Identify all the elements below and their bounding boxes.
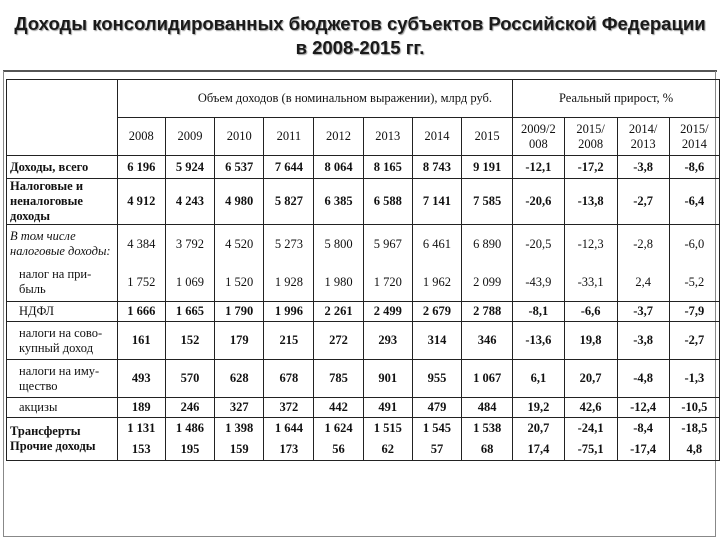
cell-value-primary: 4 520 xyxy=(225,236,254,251)
table-cell: 6 588 xyxy=(363,179,412,225)
table-cell: -10,5 xyxy=(669,398,719,418)
table-cell: 785 xyxy=(314,360,363,398)
table-cell: 20,7 xyxy=(564,360,617,398)
cell-value-secondary: 1 962 xyxy=(422,274,452,289)
cell-value-secondary: 68 xyxy=(480,442,494,456)
table-cell: -8,1 xyxy=(513,302,564,322)
table-cell: -12,4 xyxy=(617,398,669,418)
cell-value-secondary: 195 xyxy=(180,442,200,456)
table-cell: 442 xyxy=(314,398,363,418)
cell-stack xyxy=(118,418,165,460)
table-cell: -12,1 xyxy=(513,156,564,179)
cell-value-secondary: -5,2 xyxy=(684,274,705,289)
cell-value-primary: 1 398 xyxy=(225,421,254,435)
table-cell xyxy=(165,418,214,461)
cell-value-primary: 1 644 xyxy=(274,421,303,435)
cell-value-primary: -6,0 xyxy=(684,236,705,251)
table-cell: 6,1 xyxy=(513,360,564,398)
header-row-groups xyxy=(7,80,720,118)
table-cell: 628 xyxy=(215,360,264,398)
table-cell: 6 537 xyxy=(215,156,264,179)
table-cell: 246 xyxy=(165,398,214,418)
table-cell: -3,8 xyxy=(617,156,669,179)
table-cell: 2 788 xyxy=(462,302,513,322)
cell-value-primary: 20,7 xyxy=(527,421,550,435)
table-cell xyxy=(117,418,165,461)
cell-stack xyxy=(462,225,512,301)
table-cell xyxy=(617,418,669,461)
table-cell: 4 980 xyxy=(215,179,264,225)
table-cell: 215 xyxy=(264,322,314,360)
table-cell: 491 xyxy=(363,398,412,418)
table-cell xyxy=(564,225,617,302)
table-cell: 42,6 xyxy=(564,398,617,418)
cell-stack xyxy=(118,225,165,301)
table-cell xyxy=(412,418,461,461)
table-row xyxy=(7,156,720,179)
cell-value-primary: 5 967 xyxy=(373,236,402,251)
table-cell: 8 165 xyxy=(363,156,412,179)
cell-value-secondary: 2,4 xyxy=(635,274,651,289)
table-cell: 8 064 xyxy=(314,156,363,179)
table-cell: 5 924 xyxy=(165,156,214,179)
cell-value-secondary: -43,9 xyxy=(525,274,552,289)
table-cell xyxy=(363,225,412,302)
column-header: 2015 xyxy=(462,118,513,156)
cell-value-secondary: -75,1 xyxy=(577,442,604,456)
cell-value-secondary: 173 xyxy=(279,442,299,456)
cell-value-secondary: -17,4 xyxy=(630,442,657,456)
table-cell: -3,7 xyxy=(617,302,669,322)
table-cell xyxy=(617,225,669,302)
table-cell: -17,2 xyxy=(564,156,617,179)
cell-value-secondary: 17,4 xyxy=(527,442,550,456)
table-cell: 346 xyxy=(462,322,513,360)
table-cell: -13,6 xyxy=(513,322,564,360)
table-cell xyxy=(314,225,363,302)
table-cell: 4 243 xyxy=(165,179,214,225)
cell-value-primary: -12,3 xyxy=(577,236,604,251)
cell-value-secondary: 159 xyxy=(229,442,249,456)
table-cell: 6 196 xyxy=(117,156,165,179)
table-cell: 5 827 xyxy=(264,179,314,225)
cell-stack xyxy=(413,418,461,460)
table-cell: 1 067 xyxy=(462,360,513,398)
cell-value-secondary: 1 520 xyxy=(225,274,254,289)
row-label xyxy=(7,418,118,461)
cell-value-primary: -20,5 xyxy=(525,236,552,251)
cell-value-secondary: 1 069 xyxy=(175,274,205,289)
cell-value-primary: -8,4 xyxy=(633,421,654,435)
table-cell: 272 xyxy=(314,322,363,360)
table-cell: 901 xyxy=(363,360,412,398)
table-cell: 570 xyxy=(165,360,214,398)
table-cell: 327 xyxy=(215,398,264,418)
row-label-stack xyxy=(10,424,117,454)
table-cell: 4 912 xyxy=(117,179,165,225)
table-cell: 8 743 xyxy=(412,156,461,179)
cell-stack xyxy=(264,418,313,460)
cell-value-primary: -2,8 xyxy=(633,236,654,251)
cell-value-primary: -24,1 xyxy=(577,421,604,435)
cell-value-secondary: 1 720 xyxy=(373,274,402,289)
column-header: 2010 xyxy=(215,118,264,156)
table-cell: -6,4 xyxy=(669,179,719,225)
table-cell xyxy=(363,418,412,461)
row-label-secondary: Прочие доходы xyxy=(10,439,96,453)
table-cell: 7 141 xyxy=(412,179,461,225)
table-cell: -1,3 xyxy=(669,360,719,398)
table-cell: 7 644 xyxy=(264,156,314,179)
table-cell xyxy=(117,225,165,302)
table-row xyxy=(7,302,720,322)
table-cell xyxy=(462,225,513,302)
table-cell xyxy=(215,418,264,461)
cell-value-secondary: -33,1 xyxy=(577,274,604,289)
table-cell xyxy=(264,225,314,302)
cell-stack xyxy=(166,225,214,301)
cell-value-primary: 5 273 xyxy=(274,236,303,251)
table-cell: 484 xyxy=(462,398,513,418)
table-cell: 2 679 xyxy=(412,302,461,322)
table-cell: 6 385 xyxy=(314,179,363,225)
cell-value-primary: 6 890 xyxy=(473,236,502,251)
column-header: 2015/ 2014 xyxy=(669,118,719,156)
row-label: налоги на иму- щество xyxy=(7,360,118,398)
table-cell: 1 790 xyxy=(215,302,264,322)
row-label xyxy=(7,225,118,302)
row-label: Налоговые и неналоговые доходы xyxy=(7,179,118,225)
cell-stack xyxy=(670,225,719,301)
column-header: 2009/2 008 xyxy=(513,118,564,156)
table-cell xyxy=(462,418,513,461)
table-cell xyxy=(513,225,564,302)
column-header: 2014/ 2013 xyxy=(617,118,669,156)
table-cell: -13,8 xyxy=(564,179,617,225)
table-cell xyxy=(215,225,264,302)
table-cell xyxy=(669,225,719,302)
table-cell: -20,6 xyxy=(513,179,564,225)
table-cell: -8,6 xyxy=(669,156,719,179)
table-cell: -7,9 xyxy=(669,302,719,322)
table-cell xyxy=(412,225,461,302)
table-cell: 678 xyxy=(264,360,314,398)
cell-stack xyxy=(264,225,313,301)
column-header: 2008 xyxy=(117,118,165,156)
cell-value-primary: 1 515 xyxy=(373,421,402,435)
table-row xyxy=(7,322,720,360)
cell-stack xyxy=(513,225,563,301)
table-cell: 179 xyxy=(215,322,264,360)
table-cell xyxy=(314,418,363,461)
row-label: налоги на сово- купный доход xyxy=(7,322,118,360)
cell-stack xyxy=(166,418,214,460)
table-cell: 189 xyxy=(117,398,165,418)
table-row xyxy=(7,398,720,418)
header-corner-cell xyxy=(7,80,118,156)
table-cell: 7 585 xyxy=(462,179,513,225)
cell-stack xyxy=(462,418,512,460)
cell-value-primary: 4 384 xyxy=(127,236,156,251)
row-label-primary: В том числе налоговые доходы: xyxy=(10,229,111,258)
cell-value-primary: 1 486 xyxy=(175,421,205,435)
cell-stack xyxy=(364,418,412,460)
table-cell: 2 261 xyxy=(314,302,363,322)
cell-value-primary: -18,5 xyxy=(681,421,708,435)
table-cell: 479 xyxy=(412,398,461,418)
header-volume-group: Объем доходов (в номинальном выражении), млрд руб. xyxy=(117,80,513,118)
column-header: 2012 xyxy=(314,118,363,156)
cell-value-primary: 1 538 xyxy=(473,421,502,435)
cell-value-primary: 6 461 xyxy=(422,236,452,251)
table-cell xyxy=(513,418,564,461)
table-cell: 9 191 xyxy=(462,156,513,179)
table-cell: 152 xyxy=(165,322,214,360)
table-cell: 1 665 xyxy=(165,302,214,322)
cell-stack xyxy=(314,225,362,301)
row-label: Доходы, всего xyxy=(7,156,118,179)
table-cell xyxy=(264,418,314,461)
row-label: акцизы xyxy=(7,398,118,418)
row-label-primary: Трансферты xyxy=(10,424,81,438)
column-header: 2011 xyxy=(264,118,314,156)
header-growth-group: Реальный прирост, % xyxy=(513,80,720,118)
column-header: 2013 xyxy=(363,118,412,156)
cell-stack xyxy=(215,418,263,460)
budget-revenue-table xyxy=(6,79,720,461)
table-row xyxy=(7,179,720,225)
cell-value-primary: 1 131 xyxy=(127,421,156,435)
column-header: 2009 xyxy=(165,118,214,156)
cell-stack xyxy=(565,225,617,301)
table-cell xyxy=(165,225,214,302)
table-cell: 2 499 xyxy=(363,302,412,322)
column-header: 2015/ 2008 xyxy=(564,118,617,156)
cell-value-primary: 1 624 xyxy=(324,421,353,435)
table-cell: 19,2 xyxy=(513,398,564,418)
cell-stack xyxy=(618,225,669,301)
cell-stack xyxy=(314,418,362,460)
table-cell: 19,8 xyxy=(564,322,617,360)
cell-value-primary: 5 800 xyxy=(324,236,353,251)
table-cell: -3,8 xyxy=(617,322,669,360)
table-row xyxy=(7,418,720,461)
table-cell: -2,7 xyxy=(669,322,719,360)
cell-value-secondary: 56 xyxy=(332,442,345,456)
table-cell: 314 xyxy=(412,322,461,360)
cell-value-primary: 3 792 xyxy=(175,236,205,251)
cell-value-secondary: 57 xyxy=(430,442,444,456)
table-row xyxy=(7,360,720,398)
cell-stack xyxy=(413,225,461,301)
table-cell: 161 xyxy=(117,322,165,360)
row-label: НДФЛ xyxy=(7,302,118,322)
cell-stack xyxy=(215,225,263,301)
page-title: Доходы консолидированных бюджетов субъектов Российской Федерации в 2008-2015 гг. xyxy=(14,13,706,58)
table-cell: -6,6 xyxy=(564,302,617,322)
cell-stack xyxy=(513,418,563,460)
table-row xyxy=(7,225,720,302)
cell-value-secondary: 1 752 xyxy=(127,274,156,289)
column-header: 2014 xyxy=(412,118,461,156)
table-cell xyxy=(669,418,719,461)
table-cell: -2,7 xyxy=(617,179,669,225)
table-cell: 1 666 xyxy=(117,302,165,322)
row-label-secondary: налог на при- быль xyxy=(19,267,92,296)
cell-value-secondary: 1 928 xyxy=(274,274,303,289)
table-cell: 1 996 xyxy=(264,302,314,322)
cell-value-secondary: 4,8 xyxy=(686,442,703,456)
cell-value-secondary: 153 xyxy=(131,442,151,456)
table-cell: 955 xyxy=(412,360,461,398)
table-cell xyxy=(564,418,617,461)
cell-stack xyxy=(565,418,617,460)
cell-value-secondary: 62 xyxy=(381,442,394,456)
table-cell: -4,8 xyxy=(617,360,669,398)
cell-value-primary: 1 545 xyxy=(422,421,452,435)
table-cell: 493 xyxy=(117,360,165,398)
cell-stack xyxy=(364,225,412,301)
row-label-stack xyxy=(10,225,117,301)
table-cell: 293 xyxy=(363,322,412,360)
cell-value-secondary: 1 980 xyxy=(324,274,353,289)
cell-stack xyxy=(618,418,669,460)
cell-value-secondary: 2 099 xyxy=(473,274,502,289)
table-cell: 372 xyxy=(264,398,314,418)
cell-stack xyxy=(670,418,719,460)
